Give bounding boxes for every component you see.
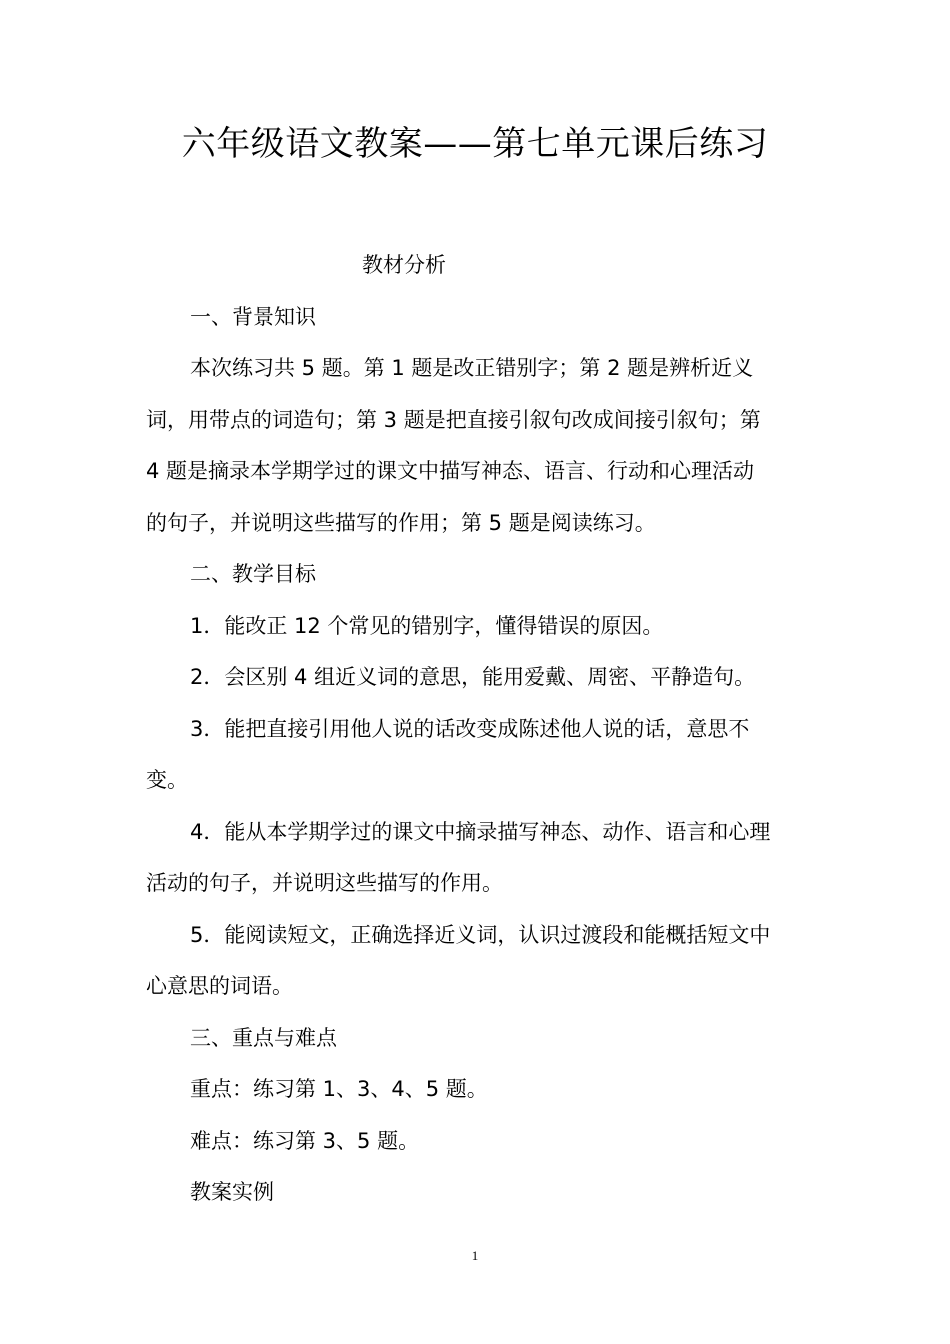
objective-item: 5．能阅读短文，正确选择近义词，认识过渡段和能概括短文中 bbox=[190, 923, 771, 947]
paragraph-line: 4 题是摘录本学期学过的课文中描写神态、语言、行动和心理活动 bbox=[146, 459, 755, 483]
section-heading: 教材分析 bbox=[362, 253, 446, 277]
objective-item-continuation: 变。 bbox=[146, 768, 188, 792]
objective-item: 3．能把直接引用他人说的话改变成陈述他人说的话，意思不 bbox=[190, 717, 750, 741]
objective-item: 2．会区别 4 组近义词的意思，能用爱戴、周密、平静造句。 bbox=[190, 665, 756, 689]
objective-item: 4．能从本学期学过的课文中摘录描写神态、动作、语言和心理 bbox=[190, 820, 771, 844]
document-title: 六年级语文教案——第七单元课后练习 bbox=[181, 124, 769, 164]
heading-key-points: 三、重点与难点 bbox=[190, 1026, 337, 1050]
difficult-point-line: 难点：练习第 3、5 题。 bbox=[190, 1129, 420, 1153]
page-number: 1 bbox=[471, 1248, 479, 1263]
paragraph-line: 的句子，并说明这些描写的作用；第 5 题是阅读练习。 bbox=[146, 511, 656, 535]
paragraph-line: 词，用带点的词造句；第 3 题是把直接引叙句改成间接引叙句；第 bbox=[146, 408, 761, 432]
objective-item: 1．能改正 12 个常见的错别字，懂得错误的原因。 bbox=[190, 614, 664, 638]
objective-item-continuation: 心意思的词语。 bbox=[146, 974, 293, 998]
key-point-line: 重点：练习第 1、3、4、5 题。 bbox=[190, 1077, 488, 1101]
objective-item-continuation: 活动的句子，并说明这些描写的作用。 bbox=[146, 871, 503, 895]
paragraph-line: 本次练习共 5 题。第 1 题是改正错别字；第 2 题是辨析近义 bbox=[190, 356, 754, 380]
heading-lesson-example: 教案实例 bbox=[190, 1180, 274, 1204]
heading-background: 一、背景知识 bbox=[190, 305, 316, 329]
heading-objectives: 二、教学目标 bbox=[190, 562, 316, 586]
